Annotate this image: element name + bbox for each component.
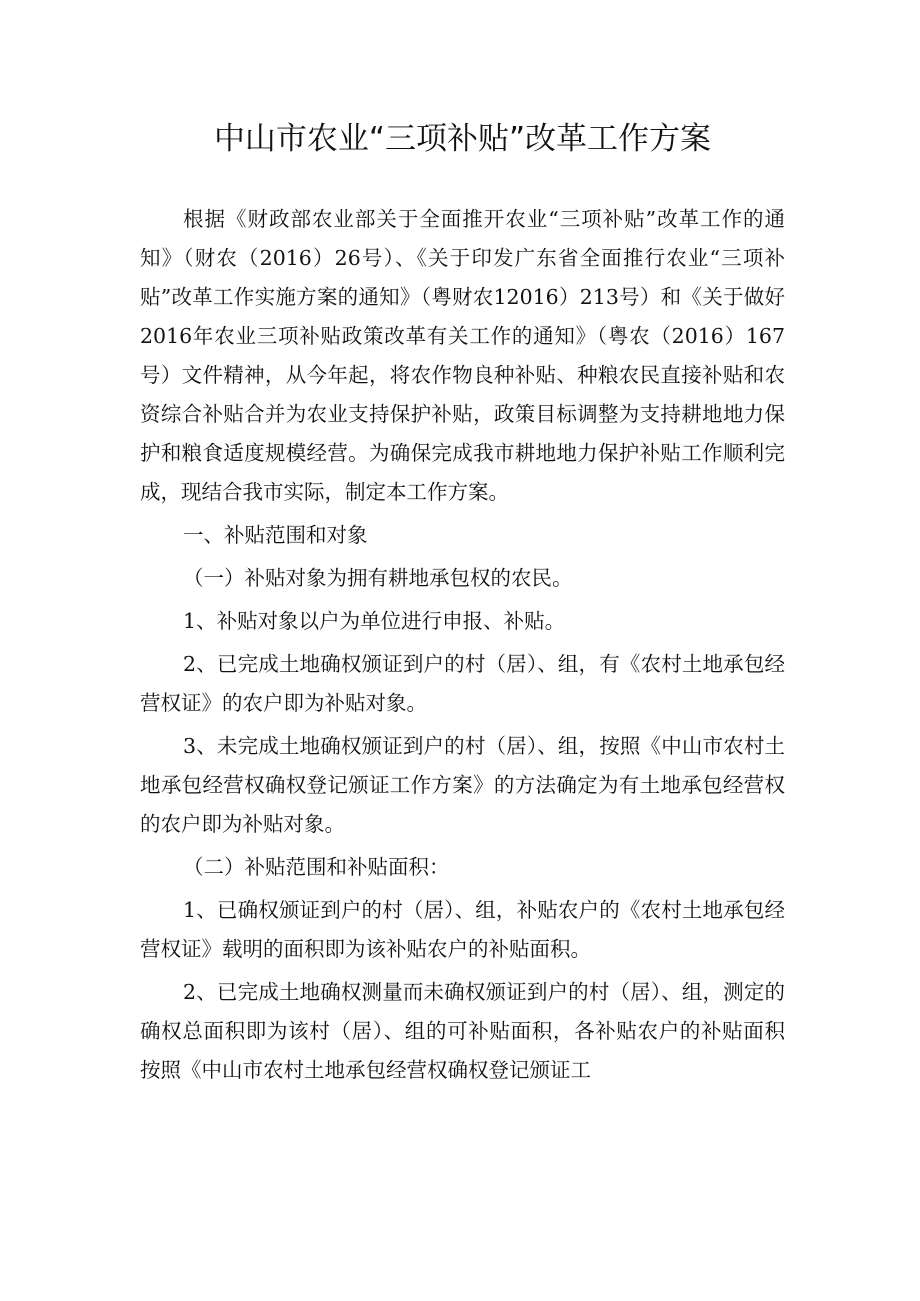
list-item: 2、已完成土地确权测量而未确权颁证到户的村（居）、组，测定的确权总面积即为该村（居）、组的可补贴面积，各补贴农户的补贴面积按照《中山市农村土地承包经营权确权登记颁证工 [140,980,785,1082]
document-title: 中山市农业“三项补贴”改革工作方案 [213,121,712,157]
list-item: 1、补贴对象以户为单位进行申报、补贴。 [183,609,566,633]
list-item: 2、已完成土地确权颁证到户的村（居）、组，有《农村土地承包经营权证》的农户即为补贴对象。 [140,652,785,715]
intro-paragraph: 根据《财政部农业部关于全面推开农业“三项补贴”改革工作的通知》（财农（2016）26号）、《关于印发广东省全面推行农业“三项补贴”改革工作实施方案的通知》（粤财农12016）213号）和《关于做好2016年农业三项补贴政策改革有关工作的通知》（粤农（2016）167号）文件精神，从今年起，将农作物良种补贴、种粮农民直接补贴和农资综合补贴合并为农业支持保护补贴，政策目标调整为支持耕地地力保护和粮食适度规模经营。为确保完成我市耕地地力保护补贴工作顺利完成，现结合我市实际，制定本工作方案。 [140,207,785,504]
list-item: 3、未完成土地确权颁证到户的村（居）、组，按照《中山市农村土地承包经营权确权登记颁证工作方案》的方法确定为有土地承包经营权的农户即为补贴对象。 [140,734,785,836]
list-item: 1、已确权颁证到户的村（居）、组，补贴农户的《农村土地承包经营权证》载明的面积即为该补贴农户的补贴面积。 [140,898,785,961]
section-heading-1: 一、补贴范围和对象 [183,523,368,547]
subsection-heading-2: （二）补贴范围和补贴面积： [183,855,450,879]
subsection-heading-1: （一）补贴对象为拥有耕地承包权的农民。 [183,566,573,590]
document-page [140,112,785,1094]
